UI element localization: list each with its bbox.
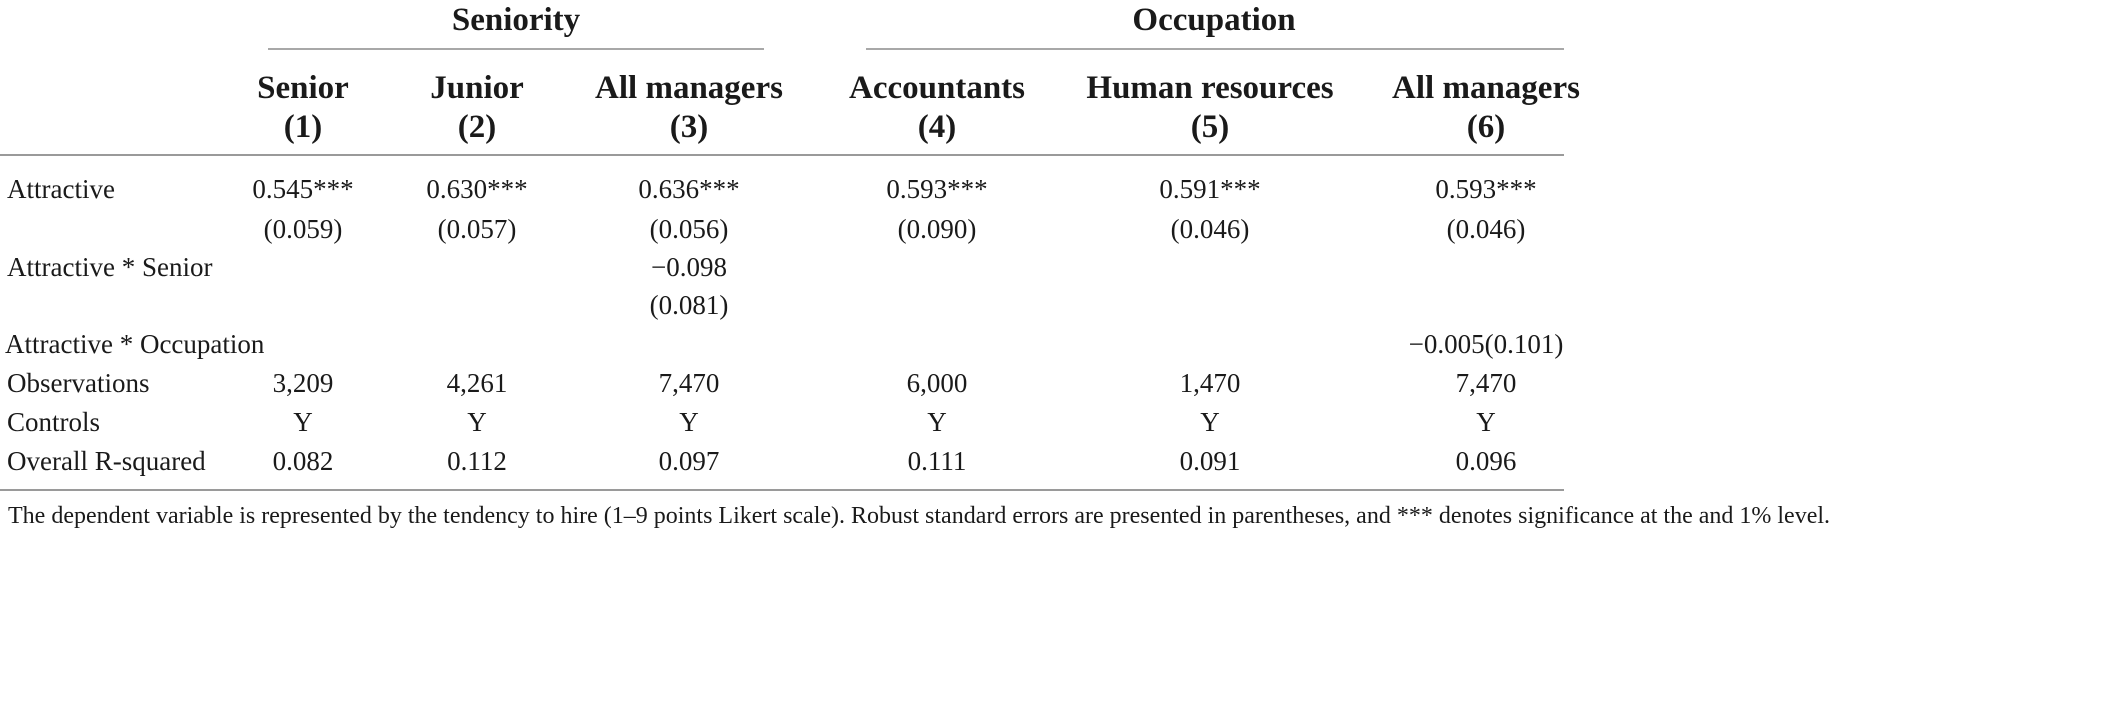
table-cell: 0.096	[1455, 446, 1517, 476]
table-cell: 0.091	[1179, 446, 1241, 476]
col-number-4: (4)	[917, 109, 957, 145]
table-cell: −0.098	[651, 252, 727, 282]
table-cell: 0.082	[272, 446, 334, 476]
table-cell: 6,000	[906, 368, 968, 398]
table-cell: 0.630***	[426, 174, 528, 204]
row-label: Observations	[7, 368, 150, 398]
table-bottom-rule	[0, 489, 1564, 491]
table-cell: 7,470	[1455, 368, 1517, 398]
table-cell: 0.593***	[1435, 174, 1537, 204]
table-cell: Y	[1476, 407, 1496, 437]
col-header-all-managers-3: All managers	[595, 70, 783, 106]
table-cell: 0.111	[907, 446, 967, 476]
table-cell: 7,470	[658, 368, 720, 398]
row-label: Controls	[7, 407, 101, 437]
table-cell: 1,470	[1179, 368, 1241, 398]
table-cell: (0.056)	[649, 214, 729, 244]
table-cell: (0.090)	[897, 214, 977, 244]
table-cell: Y	[293, 407, 313, 437]
table-cell: (0.081)	[649, 290, 729, 320]
table-cell: −0.005(0.101)	[1408, 329, 1564, 359]
table-cell: Y	[679, 407, 699, 437]
seniority-rule	[268, 48, 764, 50]
col-header-all-managers-6: All managers	[1392, 70, 1580, 106]
row-label: Attractive * Occupation	[5, 329, 265, 359]
col-header-junior: Junior	[430, 70, 524, 106]
table-cell: (0.046)	[1446, 214, 1526, 244]
row-label: Attractive * Senior	[7, 252, 213, 282]
group-header-occupation: Occupation	[1132, 2, 1296, 38]
col-header-accountants: Accountants	[848, 70, 1026, 106]
table-cell: 0.545***	[252, 174, 354, 204]
table-cell: 4,261	[446, 368, 508, 398]
table-cell: (0.046)	[1170, 214, 1250, 244]
row-label: Overall R-squared	[7, 446, 206, 476]
col-header-human-resources: Human resources	[1086, 70, 1334, 106]
table-cell: 0.112	[447, 446, 507, 476]
table-cell: Y	[467, 407, 487, 437]
col-number-2: (2)	[457, 109, 497, 145]
table-cell: (0.057)	[437, 214, 517, 244]
table-cell: 3,209	[272, 368, 334, 398]
table-footnote: The dependent variable is represented by the tendency to hire (1–9 points Likert scale). Robust standard errors are presented in parentheses, and *** denotes significance at the and 1% level.	[8, 503, 1831, 529]
col-number-1: (1)	[283, 109, 323, 145]
col-header-senior: Senior	[257, 70, 349, 106]
table-cell: 0.097	[658, 446, 720, 476]
occupation-rule	[866, 48, 1564, 50]
col-number-5: (5)	[1190, 109, 1230, 145]
col-number-3: (3)	[669, 109, 709, 145]
table-cell: 0.591***	[1159, 174, 1261, 204]
header-rule	[0, 154, 1564, 156]
table-cell: Y	[1200, 407, 1220, 437]
table-cell: Y	[927, 407, 947, 437]
table-cell: (0.059)	[263, 214, 343, 244]
row-label: Attractive	[7, 174, 115, 204]
col-number-6: (6)	[1466, 109, 1506, 145]
group-header-seniority: Seniority	[451, 2, 581, 38]
table-cell: 0.636***	[638, 174, 740, 204]
table-cell: 0.593***	[886, 174, 988, 204]
